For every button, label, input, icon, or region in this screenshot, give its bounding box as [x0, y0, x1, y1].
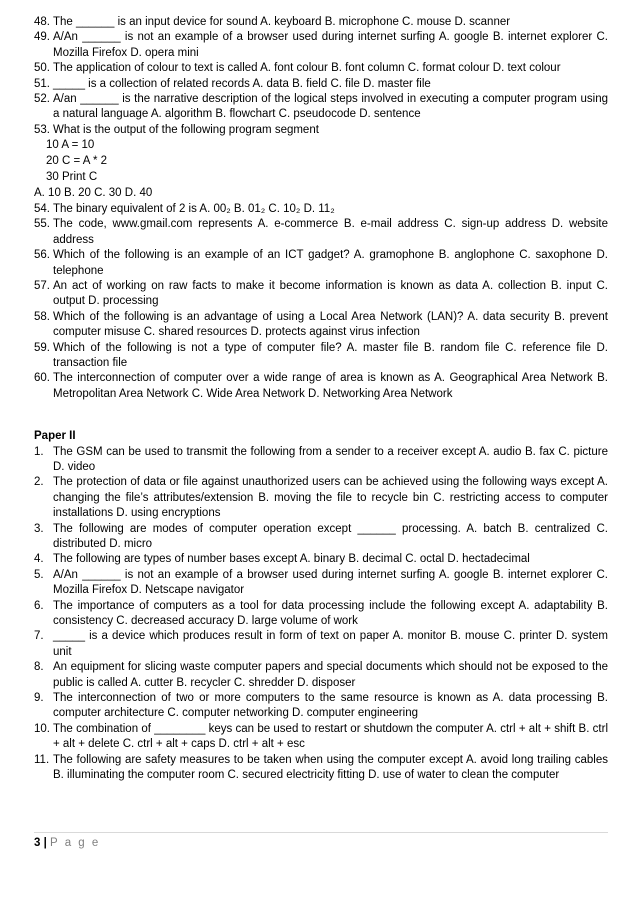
question-item: [34, 123, 608, 138]
page-label: P a g e: [50, 837, 101, 849]
document-page: [34, 15, 608, 784]
question-text: The code, www.gmail.com represents A. e-commerce B. e-mail address C. sign-up address D. website address: [53, 218, 608, 246]
question-text: What is the output of the following program segment: [53, 123, 319, 136]
question-number: 6.: [34, 599, 44, 612]
question-item: [34, 568, 608, 599]
question-number: 1.: [34, 445, 44, 458]
question-text: An equipment for slicing waste computer papers and special documents which should not be exposed to the public is called A. cutter B. recycler C. shredder D. disposer: [53, 661, 608, 689]
paper2-heading: Paper II: [34, 430, 76, 443]
question-item: [34, 475, 608, 521]
question-number: 2.: [34, 476, 44, 489]
question-number: 11.: [34, 753, 50, 766]
code-line: 30 Print C: [46, 171, 98, 184]
question-text: The following are safety measures to be taken when using the computer except A. avoid long trailing cables B. illuminating the computer room C. secured electricity fitting D. use of water to clean the computer: [53, 753, 608, 782]
page-number: 3: [34, 837, 41, 849]
question-item: [34, 30, 608, 61]
question-text: The GSM can be used to transmit the following from a sender to a receiver except A. audio B. fax C. picture D. video: [53, 445, 608, 473]
question-text: Which of the following is an advantage of using a Local Area Network (LAN)? A. data security B. prevent computer misuse C. shared resources D. protects against virus infection: [53, 310, 608, 339]
question-number: 53.: [34, 123, 50, 136]
question-text: A/an ______ is the narrative description of the logical steps involved in executing a computer program using a natural language A. algorithm B. flowchart C. pseudocode D. sentence: [53, 93, 608, 121]
question-number: 56.: [34, 249, 50, 262]
question-text: The interconnection of two or more computers to the same resource is known as A. data processing B. computer architecture C. computer networking D. computer engineering: [53, 692, 608, 720]
question-item: [34, 371, 608, 402]
question-text: Which of the following is an example of an ICT gadget? A. gramophone B. anglophone C. saxophone D. telephone: [53, 249, 608, 277]
program-segment: [34, 138, 608, 186]
question-number: 52.: [34, 93, 50, 106]
question-number: 49.: [34, 31, 50, 44]
question-text: A/An ______ is not an example of a browser used during internet surfing A. google B. internet explorer C. Mozilla Firefox D. Netscape navigator: [53, 568, 608, 597]
question-text: The protection of data or file against unauthorized users can be achieved using the following ways except A. changing the file’s attributes/extension B. moving the file to recycle bin C. restricting access to computer installations D. using encryptions: [53, 476, 608, 520]
question-number: 54.: [34, 202, 50, 215]
question-number: 50.: [34, 62, 50, 75]
question-number: 48.: [34, 16, 50, 28]
code-line: 20 C = A * 2: [46, 155, 108, 168]
question-text: An act of working on raw facts to make it become information is known as data A. collection B. input C. output D. processing: [53, 279, 608, 308]
question-text: The importance of computers as a tool for data processing include the following except A. adaptability B. consistency C. decreased accuracy D. large volume of work: [53, 599, 608, 628]
question-item: [34, 77, 608, 92]
question-number: 59.: [34, 341, 50, 354]
question-item: [34, 445, 608, 476]
question-item: [34, 279, 608, 310]
question-number: 7.: [34, 630, 44, 643]
question-item: [34, 202, 608, 217]
question-text: The binary equivalent of 2 is A. 00₂ B. 01₂ C. 10₂ D. 11₂: [53, 202, 335, 215]
question-number: 3.: [34, 522, 44, 535]
question-text: Which of the following is not a type of computer file? A. master file B. random file C. reference file D. transaction file: [53, 341, 608, 369]
q53-options: A. 10 B. 20 C. 30 D. 40: [34, 186, 153, 199]
question-number: 51.: [34, 77, 50, 90]
question-item: [34, 522, 608, 553]
page-footer: [34, 832, 608, 849]
question-item: [34, 92, 608, 123]
question-item: [34, 248, 608, 279]
question-item: [34, 61, 608, 76]
question-text: The application of colour to text is called A. font colour B. font column C. format colour D. text colour: [53, 62, 561, 75]
question-item: [34, 660, 608, 691]
code-line: 10 A = 10: [46, 139, 95, 152]
question-item: [34, 599, 608, 630]
question-number: 9.: [34, 692, 44, 705]
question-item: [34, 341, 608, 372]
question-item: [34, 310, 608, 341]
question-item: [34, 217, 608, 248]
question-text: The interconnection of computer over a wide range of area is known as A. Geographical Area Network B. Metropolitan Area Network C. Wide Area Network D. Networking Area Network: [53, 372, 608, 400]
question-text: The ______ is an input device for sound A. keyboard B. microphone C. mouse D. scanner: [53, 16, 511, 28]
question-item: [34, 15, 608, 30]
question-item: [34, 691, 608, 722]
question-item: [34, 552, 608, 567]
question-text: _____ is a device which produces result in form of text on paper A. monitor B. mouse C. printer D. system unit: [53, 630, 608, 658]
question-number: 55.: [34, 218, 50, 231]
question-number: 57.: [34, 279, 50, 292]
question-text: The combination of ________ keys can be used to restart or shutdown the computer A. ctrl + alt + shift B. ctrl + alt + delete C. ctrl + alt + caps D. ctrl + alt + esc: [53, 722, 608, 751]
question-text: A/An ______ is not an example of a browser used during internet surfing A. google B. internet explorer C. Mozilla Firefox D. opera mini: [53, 31, 608, 59]
question-item: [34, 629, 608, 660]
footer-separator: |: [43, 837, 47, 849]
question-text: _____ is a collection of related records A. data B. field C. file D. master file: [53, 77, 431, 90]
paper1-questions-part-b: [34, 202, 608, 402]
question-number: 10.: [34, 722, 50, 735]
paper2-questions: [34, 445, 608, 784]
question-text: The following are modes of computer operation except ______ processing. A. batch B. centralized C. distributed D. micro: [53, 522, 608, 550]
question-number: 5.: [34, 568, 44, 581]
question-number: 58.: [34, 310, 50, 323]
question-number: 8.: [34, 661, 44, 674]
question-number: 60.: [34, 372, 50, 385]
question-text: The following are types of number bases except A. binary B. decimal C. octal D. hectadecimal: [53, 553, 530, 566]
paper1-questions-part-a: [34, 15, 608, 138]
question-item: [34, 753, 608, 784]
question-item: [34, 722, 608, 753]
question-number: 4.: [34, 553, 44, 566]
